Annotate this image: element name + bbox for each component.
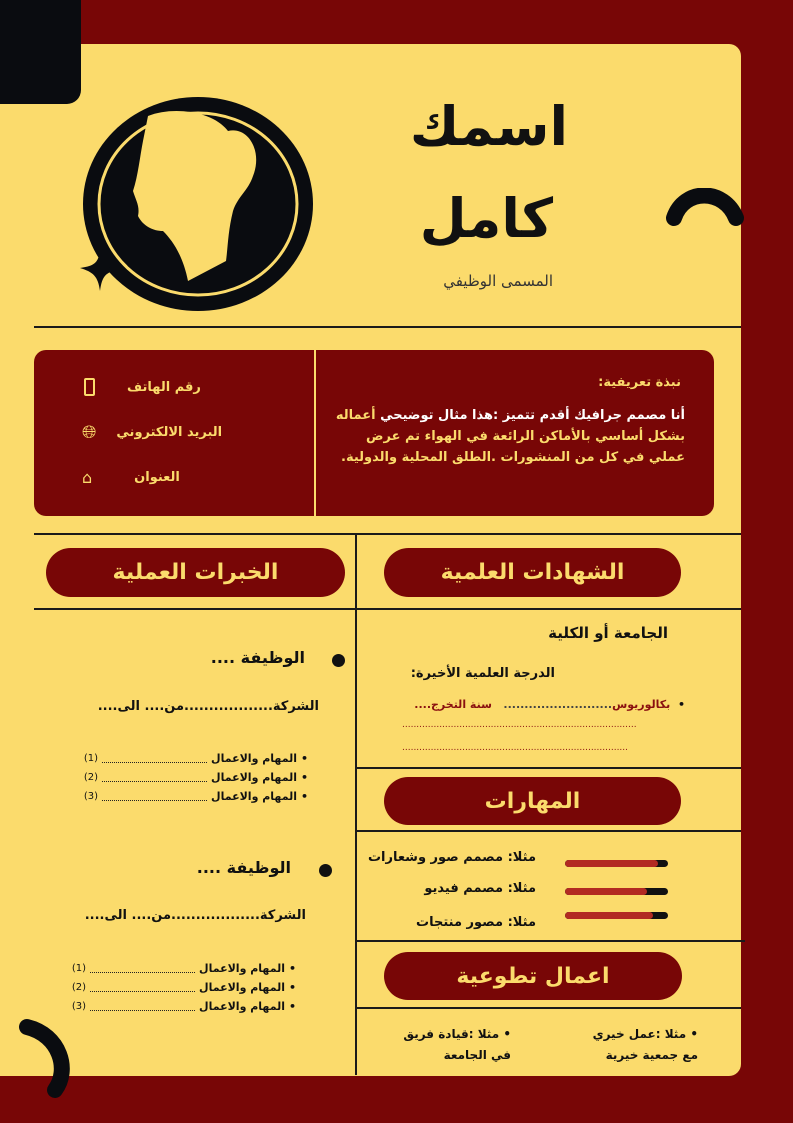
divider: [34, 326, 741, 328]
dots-line: ..................................................................................: [402, 720, 637, 730]
task-item: • المهام والاعمال (1): [71, 962, 296, 975]
volunteer-item: • مثلا :عمل خيري مع جمعية خيرية: [592, 1027, 698, 1062]
grad-year: سنة التخرج....: [414, 698, 492, 711]
university: الجامعة أو الكلية: [548, 624, 668, 642]
skill-bar-fill: [565, 888, 647, 895]
company-line: الشركة..................من.... الى....: [84, 908, 306, 923]
name-line-2: كامل: [419, 187, 553, 250]
portrait-frame-icon: [78, 96, 328, 316]
globe-icon: 🌐︎: [82, 421, 97, 443]
column-divider: [355, 534, 357, 1075]
education-heading: الشهادات العلمية: [384, 548, 681, 597]
skill-label: مثلا: مصمم صور وشعارات: [367, 850, 536, 865]
dots-line: ...............................................................................: [402, 743, 629, 753]
arc-decoration-icon: [15, 1015, 75, 1100]
about-highlight: أنا مصمم جرافيك أقدم تتميز :هذا مثال توضيحي: [380, 408, 685, 423]
about-text: [330, 405, 685, 468]
address-label: العنوان: [134, 469, 180, 485]
info-divider: [314, 350, 316, 516]
skill-label: مثلا: مصمم فيديو: [424, 881, 536, 896]
arc-decoration-icon: [664, 188, 746, 232]
skill-bar-fill: [565, 860, 658, 867]
skill-bar: [565, 860, 668, 867]
degree: بكالوريوس: [612, 698, 671, 711]
bullet-icon: [319, 864, 332, 877]
bullet-icon: [332, 654, 345, 667]
task-list: [84, 752, 308, 803]
about-body: أعماله بشكل أساسي بالأماكن الرائعة في الهواء تم عرض عملي في كل من المنشورات .الطلق المحلية والدولية.: [335, 408, 685, 465]
volunteer-text: مثلا :قيادة فريق في الجامعة: [403, 1027, 511, 1062]
home-icon: ⌂: [82, 467, 93, 487]
job-title: الوظيفة ....: [196, 858, 291, 877]
volunteer-heading: اعمال تطوعية: [384, 952, 682, 1000]
divider: [356, 830, 741, 832]
divider: [356, 940, 745, 942]
about-title: نبذة تعريفية:: [598, 375, 681, 390]
corner-decoration: [0, 0, 81, 104]
phone-icon: [84, 378, 95, 396]
skills-heading: المهارات: [384, 777, 681, 825]
job-title: الوظيفة ....: [210, 648, 305, 667]
company-line: الشركة..................من.... الى....: [97, 699, 319, 714]
task-item: • المهام والاعمال (3): [71, 1000, 296, 1013]
skill-label: مثلا: مصور منتجات: [416, 915, 536, 930]
skill-bar: [565, 888, 668, 895]
volunteer-text: مثلا :عمل خيري مع جمعية خيرية: [592, 1027, 698, 1062]
task-item: • المهام والاعمال (3): [83, 790, 308, 803]
volunteer-item: • مثلا :قيادة فريق في الجامعة: [403, 1027, 511, 1062]
divider: [34, 533, 741, 535]
divider: [356, 767, 741, 769]
skill-bar: [565, 912, 668, 919]
task-item: • المهام والاعمال (1): [83, 752, 308, 765]
degree-line: • بكالوريوس.......................... سنة التخرج....: [414, 698, 685, 711]
task-item: • المهام والاعمال (2): [83, 771, 308, 784]
degree-label: الدرجة العلمية الأخيرة:: [410, 666, 555, 681]
divider: [34, 608, 741, 610]
experience-heading: الخبرات العملية: [46, 548, 345, 597]
skill-bar-fill: [565, 912, 653, 919]
phone-label: رقم الهاتف: [127, 379, 201, 395]
task-item: • المهام والاعمال (2): [71, 981, 296, 994]
email-label: البريد الالكتروني: [116, 424, 223, 440]
name-line-1: اسمك: [409, 95, 568, 158]
job-title: المسمى الوظيفي: [443, 272, 553, 290]
divider: [356, 1007, 741, 1009]
contact-list: [82, 376, 312, 488]
task-list: [72, 962, 296, 1013]
